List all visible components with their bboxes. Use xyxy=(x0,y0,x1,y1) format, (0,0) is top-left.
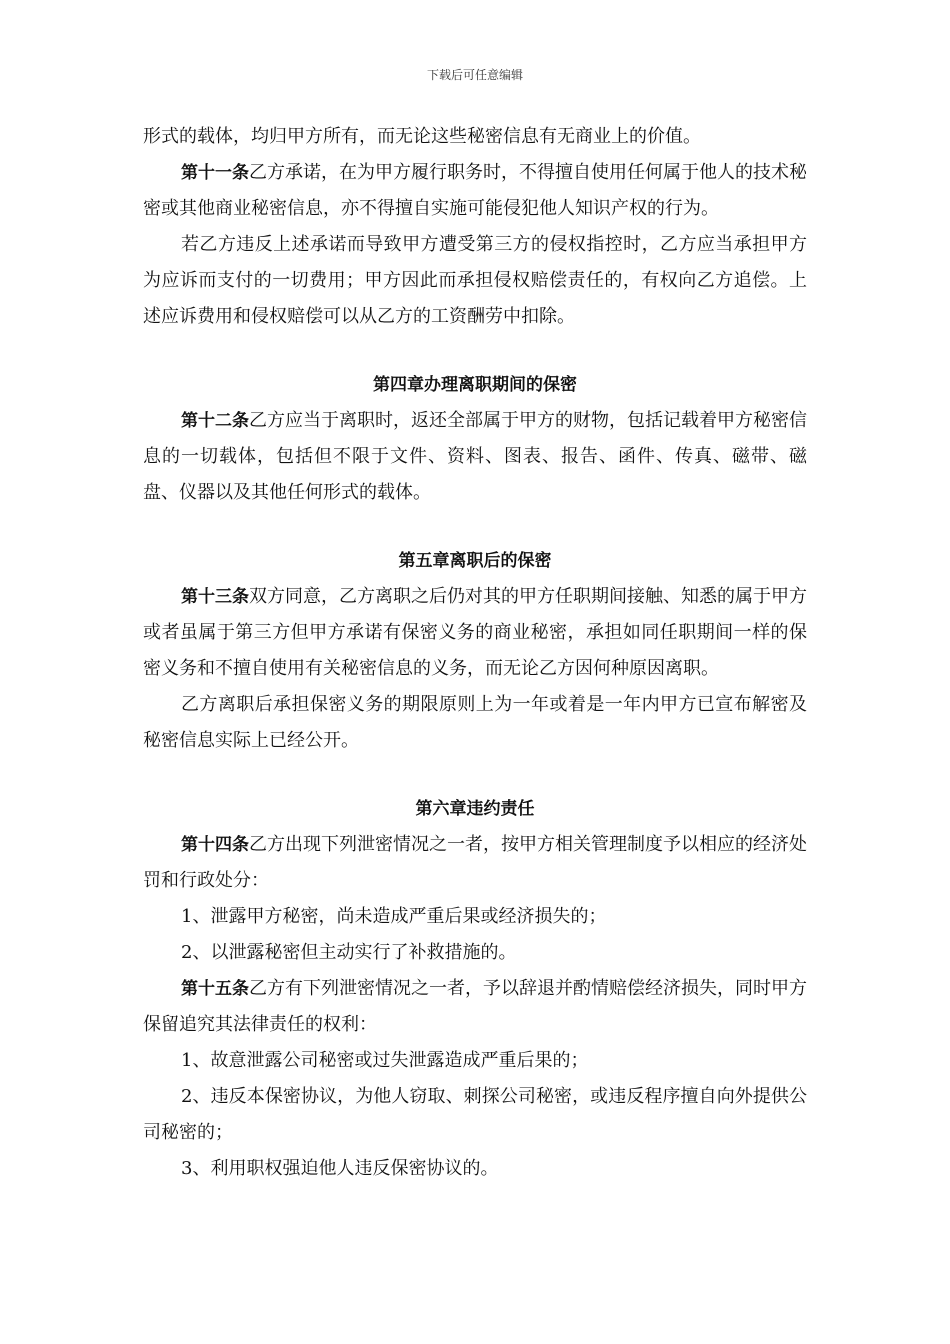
list-item: 1、故意泄露公司秘密或过失泄露造成严重后果的； xyxy=(181,1050,589,1071)
article-13 xyxy=(143,579,807,687)
article-label: 第十五条 xyxy=(181,979,249,999)
chapter-5-title: 第五章离职后的保密 xyxy=(398,551,552,571)
article-label: 第十三条 xyxy=(181,587,249,607)
paragraph-infringement xyxy=(143,227,807,335)
article-text: 乙方出现下列泄密情况之一者，按甲方相关管理制度予以相应的经济处罚和行政处分： xyxy=(143,834,807,891)
chapter-4-title: 第四章办理离职期间的保密 xyxy=(373,375,577,395)
paragraph-text: 乙方离职后承担保密义务的期限原则上为一年或着是一年内甲方已宣布解密及秘密信息实际上已经公开。 xyxy=(143,694,807,751)
article-label: 第十二条 xyxy=(181,411,249,431)
paragraph-text: 若乙方违反上述承诺而导致甲方遭受第三方的侵权指控时，乙方应当承担甲方为应诉而支付的一切费用；甲方因此而承担侵权赔偿责任的，有权向乙方追偿。上述应诉费用和侵权赔偿可以从乙方的工资酬劳中扣除。 xyxy=(143,234,807,327)
article-12 xyxy=(143,403,807,511)
document-body xyxy=(143,119,807,1187)
list-item: 2、以泄露秘密但主动实行了补救措施的。 xyxy=(181,942,517,963)
chapter-6-title: 第六章违约责任 xyxy=(415,799,535,819)
list-item: 1、泄露甲方秘密，尚未造成严重后果或经济损失的； xyxy=(181,906,607,927)
list-item: 3、利用职权强迫他人违反保密协议的。 xyxy=(181,1158,499,1179)
article-label: 第十四条 xyxy=(181,835,249,855)
paragraph-text: 形式的载体，均归甲方所有，而无论这些秘密信息有无商业上的价值。 xyxy=(143,126,701,147)
article-text: 乙方应当于离职时，返还全部属于甲方的财物，包括记载着甲方秘密信息的一切载体，包括但不限于文件、资料、图表、报告、函件、传真、磁带、磁盘、仪器以及其他任何形式的载体。 xyxy=(143,410,807,503)
article-14 xyxy=(143,827,807,899)
article-text: 乙方有下列泄密情况之一者，予以辞退并酌情赔偿经济损失，同时甲方保留追究其法律责任的权利： xyxy=(143,978,807,1035)
paragraph-confidentiality-term xyxy=(143,687,807,759)
article-label: 第十一条 xyxy=(181,163,249,183)
article-11 xyxy=(143,155,807,227)
article-text: 双方同意，乙方离职之后仍对其的甲方任职期间接触、知悉的属于甲方或者虽属于第三方但甲方承诺有保密义务的商业秘密，承担如同任职期间一样的保密义务和不擅自使用有关秘密信息的义务，而无论乙方因何种原因离职。 xyxy=(143,586,807,679)
article-text: 乙方承诺，在为甲方履行职务时，不得擅自使用任何属于他人的技术秘密或其他商业秘密信息，亦不得擅自实施可能侵犯他人知识产权的行为。 xyxy=(143,162,807,219)
list-item: 2、违反本保密协议，为他人窃取、刺探公司秘密，或违反程序擅自向外提供公司秘密的； xyxy=(143,1086,807,1143)
article-15 xyxy=(143,971,807,1043)
page-header: 下载后可任意编辑 xyxy=(426,68,523,82)
paragraph-continuation xyxy=(143,119,807,155)
